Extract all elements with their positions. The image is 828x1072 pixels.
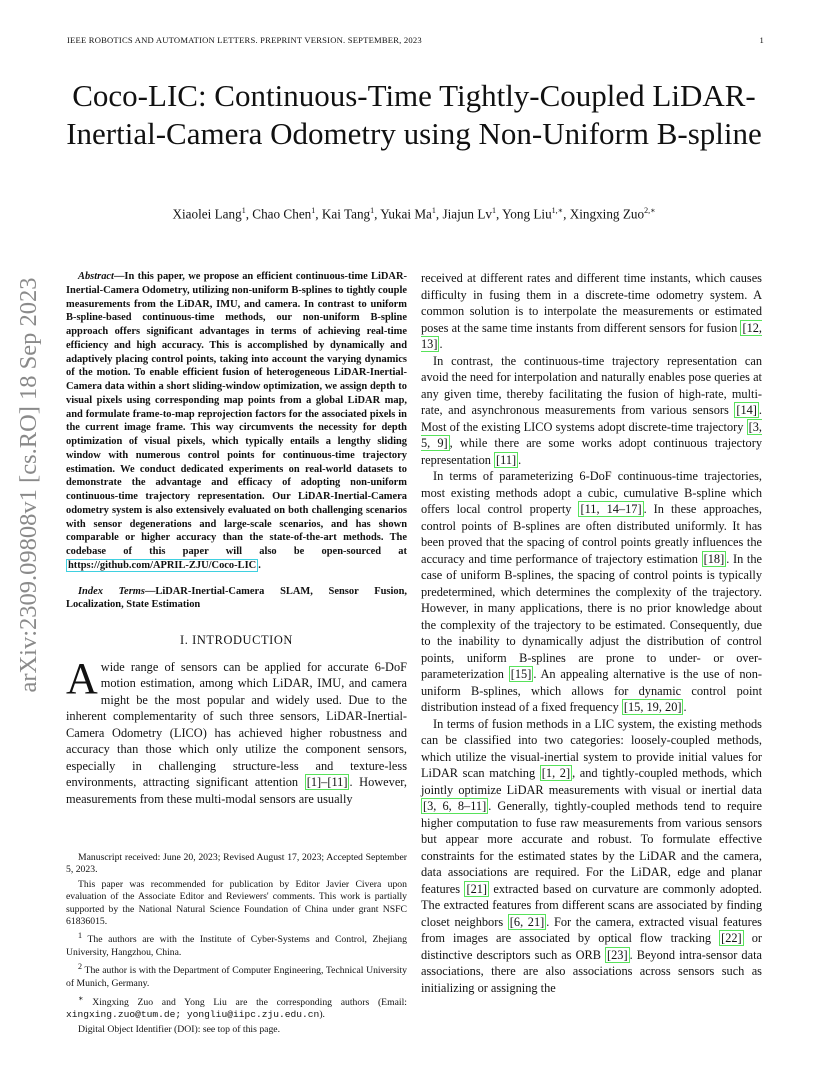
footnote: Digital Object Identifier (DOI): see top of this page. [78, 1023, 281, 1035]
author: Xiaolei Lang [172, 206, 242, 222]
author: Chao Chen [252, 206, 312, 222]
journal-name: IEEE ROBOTICS AND AUTOMATION LETTERS. PREPRINT VERSION. SEPTEMBER, 2023 [67, 35, 422, 45]
paragraph: In terms of parameterizing 6-DoF continuous-time trajectories, most existing methods adopt a cubic, cumulative B-spline which offers local control property [11, 14–17] . In these approaches, control points of B-splines are often distributed uniformly. It has been proved that the spacing of control points greatly influences the accuracy and time performance of trajectory estimation [18] . In the case of uniform B-splines, the spacing of control points is typically predetermined, which determines the complexity of the trajectory. However, in many applications, there is no prior knowledge about the complexity of the trajectory to be estimated. Consequently, due to the inability to dynamically adjust the distribution of control points, uniform B-splines are prone to under- or over-parameterization [15] . An appealing alternative is the use of non-uniform B-splines, which allows for dynamic control point distribution instead of a fixed frequency [15, 19, 20] . [421, 469, 762, 714]
arxiv-stamp-text: arXiv:2309.09808v1 [cs.RO] 18 Sep 2023 [15, 277, 42, 693]
running-header [67, 35, 764, 45]
section-title: I. INTRODUCTION [180, 633, 293, 647]
index-terms: Index Terms—LiDAR-Inertial-Camera SLAM, Sensor Fusion, Localization, State Estimation [66, 585, 407, 611]
citation[interactable]: [18] [703, 551, 725, 566]
author: Yong Liu [502, 206, 552, 222]
citation[interactable]: [1]–[11] [306, 775, 348, 789]
arxiv-stamp [14, 277, 44, 693]
author: Xingxing Zuo [569, 206, 645, 222]
footnote: Manuscript received: June 20, 2023; Revised August 17, 2023; Accepted September 5, 2023. [66, 852, 407, 876]
citation[interactable]: [11, 14–17] [580, 502, 642, 516]
footnotes [66, 852, 407, 1038]
citation[interactable]: [12, 13] [421, 320, 762, 351]
citation[interactable]: [23] [607, 947, 628, 962]
abstract-label: Abstract [78, 271, 114, 282]
footnote: $^2$ The author is with the Department of Computer Engineering, Technical University of Munich, Germany. [66, 962, 407, 990]
paragraph: received at different rates and different time instants, which causes difficulty in fusing them in a discrete-time odometry system. A common solution is to interpolate the measurements or estimated poses at the same time instants from different sensors for fusion [12, 13] . [421, 271, 762, 351]
citation[interactable]: [15, 19, 20] [623, 700, 682, 714]
citation[interactable]: [22] [721, 931, 742, 945]
intro-paragraph: A wide range of sensors can be applied for accurate 6-DoF motion estimation, among which LiDAR, IMU, and camera might be the most popular and widely used. Due to the inherent complementarity of such three sensors, LiDAR-Inertial-Camera Odometry (LICO) has achieved higher robustness and accuracy than those which only utilize the component sensors, especially in challenging structure-less and texture-less environments, attracting significant attention [1]–[11] . However, measurements from these multi-modal sensors are usually [66, 653, 407, 806]
abstract: Abstract—In this paper, we propose an efficient continuous-time LiDAR-Inertial-Camera Odometry, utilizing non-uniform B-splines to tightly couple measurements from the LiDAR, IMU, and camera. In contrast to uniform B-spline-based continuous-time methods, our non-uniform B-spline approach offers significant advantages in terms of achieving real-time efficiency and high accuracy. This is accomplished by dynamically and adaptively placing control points, taking into account the varying dynamics of the motion. To enable efficient fusion of heterogeneous LiDAR-Inertial-Camera data within a short sliding-window optimization, we assign depth to visual pixels using corresponding map points from a global LiDAR map, and formulate frame-to-map reprojection factors for the associated pixels in the current image frame. This way circumvents the necessity for depth optimization of visual pixels, which typically entails a lengthy sliding window with numerous control points for continuous-time trajectory estimation. We conduct dedicated experiments on real-world datasets to demonstrate the advantage and efficacy of adopting non-uniform continuous-time trajectory representation. Our LiDAR-Inertial-Camera odometry system is also extensively evaluated on both challenging scenarios with sensor degenerations and large-scale scenarios, and has shown comparable or higher accuracy than the state-of-the-art methods. The codebase of this paper will also be open-sourced at https://github.com/APRIL-ZJU/Coco-LIC . [66, 271, 407, 571]
paragraph: In terms of fusion methods in a LIC system, the existing methods can be classified into two categories: loosely-coupled methods, which utilize the visual-inertial system to provide initial values for LiDAR scan matching [1, 2] , and tightly-coupled methods, which jointly optimize LiDAR measurements with visual or inertial data [3, 6, 8–11] . Generally, tightly-coupled methods tend to require higher computation to fuse raw measurements from various sensors but appear more accurate and robust. To formulate effective constraints for the estimated states by the LiDAR and the camera, data associations are required. For the LiDAR, edge and planar features [21] extracted based on curvature are commonly adopted. The extracted features from different scans are associated by finding closet neighbors [6, 21] . For the camera, extracted visual features from images are associated by optical flow tracking [22] or distinctive descriptors such as ORB [23] . Beyond intra-sensor data associations, there are also associations across sensors such as initializing or assigning the [421, 716, 762, 995]
citation[interactable]: [3, 6, 8–11] [423, 799, 487, 813]
footnote: $^1$ The authors are with the Institute of Cyber-Systems and Control, Zhejiang University, Hangzhou, China. [66, 931, 407, 959]
citation[interactable]: [3, 5, 9] [421, 419, 762, 450]
author: Jiajun Lv [442, 206, 492, 222]
code-link[interactable]: https://github.com/APRIL-ZJU/Coco-LIC [68, 559, 257, 571]
email-address: xingxing.zuo@tum.de; yongliu@iipc.zju.edu.cn [66, 1009, 320, 1021]
citation[interactable]: [1, 2] [541, 766, 571, 780]
index-terms-label: Index Terms [78, 585, 145, 597]
drop-cap: A [66, 653, 98, 703]
citation[interactable]: [21] [466, 881, 488, 896]
left-column [66, 270, 407, 807]
page-number: 1 [759, 35, 764, 45]
author: Yukai Ma [380, 206, 432, 222]
author: Kai Tang [321, 206, 371, 222]
citation[interactable]: [11] [496, 452, 517, 467]
paper-title: Coco-LIC: Continuous-Time Tightly-Coupled LiDAR-Inertial-Camera Odometry using Non-Uniform B-spline [66, 78, 762, 151]
citation[interactable]: [15] [510, 667, 532, 681]
author-list: Xiaolei Lang$^1$, Chao Chen$^1$, Kai Tang$^1$, Yukai Ma$^1$, Jiajun Lv$^1$, Yong Liu$^{1,∗}$, Xingxing Zuo$^{2,∗}$ [172, 206, 656, 222]
paragraph: In contrast, the continuous-time trajectory representation can avoid the need for interpolation and naturally enables pose queries at any given time, thereby facilitating the fusion of high-rate, multi-rate, and asynchronous measurements from various sensors [14] . Most of the existing LICO systems adopt discrete-time trajectory [3, 5, 9] , while there are some works adopt continuous trajectory representation [11] . [421, 353, 762, 467]
citation[interactable]: [6, 21] [509, 914, 545, 929]
right-column [421, 270, 762, 996]
citation[interactable]: [14] [736, 403, 757, 417]
footnote: ∗ Xingxing Zuo and Yong Liu are the corresponding authors (Email: xingxing.zuo@tum.de; yongliu@iipc.zju.edu.cn). [66, 993, 407, 1021]
footnote: This paper was recommended for publication by Editor Javier Civera upon evaluation of the Associate Editor and Reviewers' comments. This work is partially supported by the National Natural Science Foundation of China under grant NSFC 61836015. [66, 878, 407, 928]
